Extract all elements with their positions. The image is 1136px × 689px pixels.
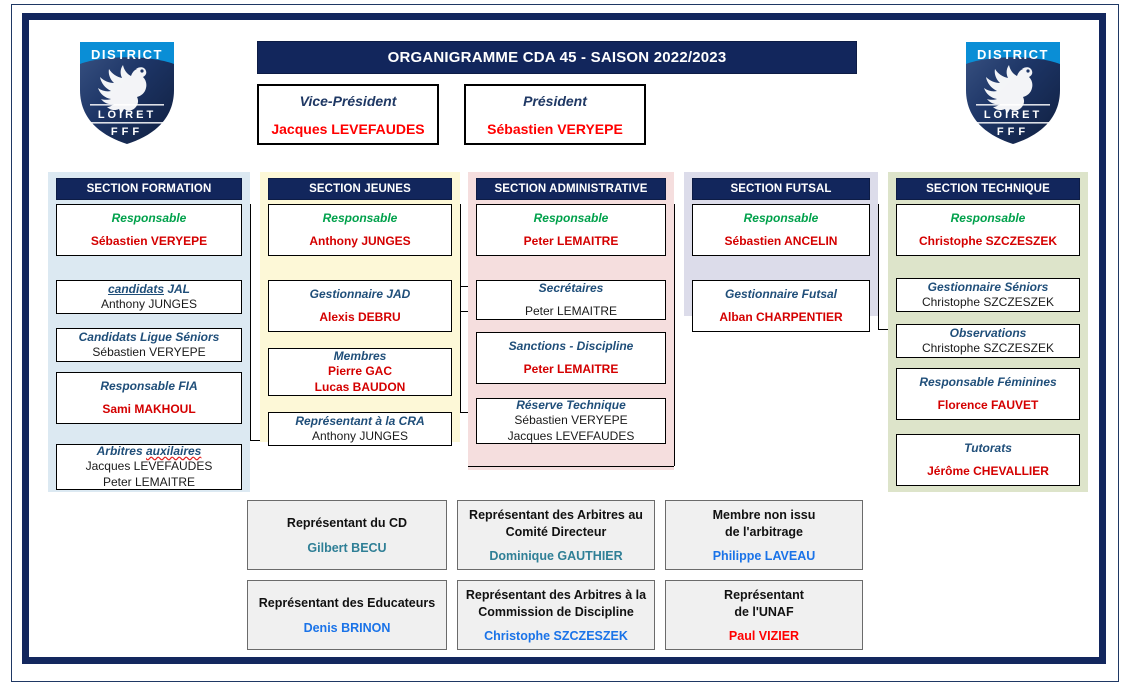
org-node-title: Responsable Féminines <box>919 374 1057 389</box>
org-node-person: Peter LEMAITRE <box>523 233 619 248</box>
org-node-person: Alexis DEBRU <box>319 309 401 324</box>
representative-role: Représentant des Arbitres à la Commission de Discipline <box>465 588 647 619</box>
org-node-person: Christophe SZCZESZEK <box>918 233 1057 248</box>
org-node-person: Sébastien VERYEPE <box>90 233 208 248</box>
org-node-person: Lucas BAUDON <box>314 379 406 394</box>
org-node-person: Peter LEMAITRE <box>523 361 619 376</box>
org-node-title: Représentant à la CRA <box>295 413 425 428</box>
org-node <box>692 204 870 256</box>
org-node-person: Peter LEMAITRE <box>102 474 196 489</box>
org-node-person: Christophe SZCZESZEK <box>921 340 1055 355</box>
connector-line <box>250 440 260 441</box>
section-header-3: SECTION ADMINISTRATIVE <box>476 178 666 200</box>
org-node-title: Responsable <box>322 210 398 225</box>
section-header-5: SECTION TECHNIQUE <box>896 178 1080 200</box>
org-node <box>896 204 1080 256</box>
org-node <box>268 412 452 446</box>
svg-text:LOIRET: LOIRET <box>983 109 1043 121</box>
org-node-person: Sébastien VERYEPE <box>514 412 628 427</box>
svg-text:LOIRET: LOIRET <box>97 109 157 121</box>
org-node <box>476 204 666 256</box>
org-node-title: Arbitres auxilaires <box>96 443 202 458</box>
org-node <box>56 280 242 314</box>
org-node-title: Observations <box>949 325 1027 340</box>
connector-line <box>460 204 461 412</box>
org-node-person: Sébastien ANCELIN <box>724 233 838 248</box>
org-node-person: Alban CHARPENTIER <box>719 309 843 324</box>
org-node <box>56 328 242 362</box>
representative-role: Représentant des Arbitres au Comité Directeur <box>469 508 643 539</box>
org-node-person: Anthony JUNGES <box>311 428 409 443</box>
org-node-title: Responsable <box>111 210 187 225</box>
connector-line <box>468 466 674 467</box>
officer-name: Jacques LEVEFAUDES <box>271 120 425 137</box>
representative-name: Christophe SZCZESZEK <box>484 628 628 643</box>
representative-card <box>247 500 447 570</box>
org-node <box>476 398 666 444</box>
representative-name: Gilbert BECU <box>307 540 387 555</box>
org-node-title: Gestionnaire Futsal <box>724 286 838 301</box>
org-node-person: Jérôme CHEVALLIER <box>927 463 1049 478</box>
org-node-person: Sami MAKHOUL <box>102 401 196 416</box>
connector-line <box>878 329 888 330</box>
org-node <box>56 372 242 424</box>
svg-text:FFF: FFF <box>110 126 144 138</box>
org-node-person: Florence FAUVET <box>937 397 1039 412</box>
page-title: ORGANIGRAMME CDA 45 - SAISON 2022/2023 <box>257 41 857 74</box>
org-node-person: Jacques LEVEFAUDES <box>85 458 213 473</box>
representative-card <box>247 580 447 650</box>
connector-line <box>674 204 675 466</box>
org-node-title: Secrétaires <box>538 280 604 295</box>
org-node-title: Gestionnaire Séniors <box>927 279 1049 294</box>
org-node-title: Sanctions - Discipline <box>508 338 634 353</box>
representative-name: Dominique GAUTHIER <box>489 548 623 563</box>
org-node-person: Pierre GAC <box>327 363 393 378</box>
org-node-person: Sébastien VERYEPE <box>92 344 206 359</box>
org-node <box>56 444 242 490</box>
svg-text:DISTRICT: DISTRICT <box>977 47 1049 62</box>
representative-role: Membre non issu de l'arbitrage <box>712 508 816 539</box>
org-node-person: Anthony JUNGES <box>100 296 198 311</box>
org-node-person: Anthony JUNGES <box>309 233 411 248</box>
org-node <box>896 368 1080 420</box>
org-node-title: Responsable <box>950 210 1026 225</box>
officer-name: Sébastien VERYEPE <box>487 120 623 137</box>
org-node-title: candidats JAL <box>107 281 191 296</box>
org-node-title: Responsable FIA <box>100 378 198 393</box>
section-header-2: SECTION JEUNES <box>268 178 452 200</box>
org-node <box>896 434 1080 486</box>
org-node-title: Responsable <box>743 210 819 225</box>
connector-line <box>460 311 468 312</box>
representative-card <box>457 500 655 570</box>
connector-line <box>460 412 468 413</box>
org-node-title: Tutorats <box>964 440 1012 455</box>
org-node-title: Candidats Ligue Séniors <box>78 329 220 344</box>
svg-text:FFF: FFF <box>996 126 1030 138</box>
connector-line <box>250 204 251 440</box>
representative-role: Représentant de l'UNAF <box>724 588 804 619</box>
representative-card <box>457 580 655 650</box>
org-node <box>268 204 452 256</box>
representative-role: Représentant du CD <box>286 516 408 531</box>
officer-role: Président <box>523 92 587 109</box>
org-node <box>268 348 452 396</box>
section-header-4: SECTION FUTSAL <box>692 178 870 200</box>
org-node <box>476 332 666 384</box>
officer-role: Vice-Président <box>299 92 397 109</box>
org-node <box>896 278 1080 312</box>
representative-card <box>665 580 863 650</box>
org-node-person: Peter LEMAITRE <box>524 303 618 318</box>
section-header-1: SECTION FORMATION <box>56 178 242 200</box>
representative-name: Denis BRINON <box>303 620 391 635</box>
representative-name: Philippe LAVEAU <box>712 548 816 563</box>
connector-line <box>878 204 879 329</box>
org-node <box>692 280 870 332</box>
org-node-title: Réserve Technique <box>516 397 626 412</box>
representative-role: Représentant des Educateurs <box>258 596 436 611</box>
org-node <box>896 324 1080 358</box>
connector-line <box>460 286 468 287</box>
representative-name: Paul VIZIER <box>728 628 800 643</box>
org-node-title: Gestionnaire JAD <box>309 286 411 301</box>
org-node-title: Membres <box>333 348 387 363</box>
org-node <box>56 204 242 256</box>
org-node-person: Christophe SZCZESZEK <box>921 294 1055 309</box>
svg-text:DISTRICT: DISTRICT <box>91 47 163 62</box>
org-node <box>268 280 452 332</box>
representative-card <box>665 500 863 570</box>
org-node-title: Responsable <box>533 210 609 225</box>
org-node-person: Jacques LEVEFAUDES <box>507 428 635 443</box>
org-node <box>476 280 666 320</box>
